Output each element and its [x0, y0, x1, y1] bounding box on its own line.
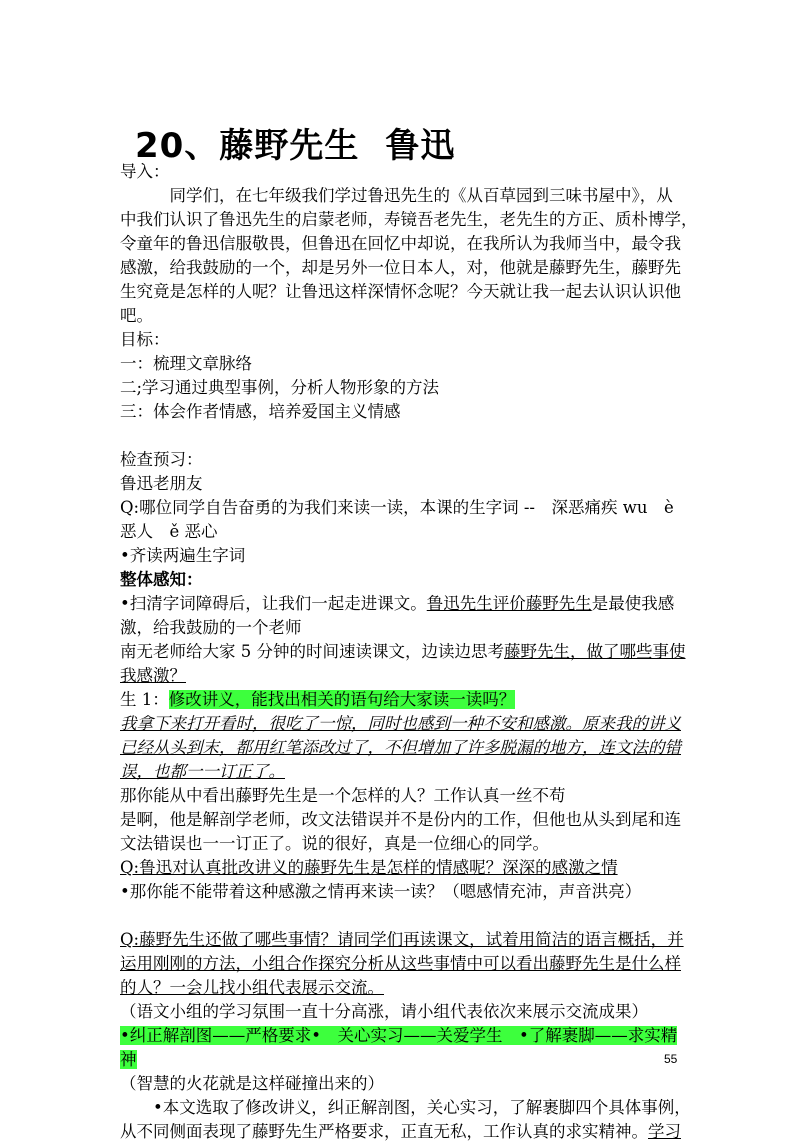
text-line: Q:藤野先生还做了哪些事情？请同学们再读课文，试着用简洁的语言概括，并: [120, 930, 684, 949]
text-line: 检查预习：: [120, 450, 203, 469]
text-line: [120, 592, 674, 616]
text-line: [120, 1120, 681, 1144]
text-line: •那你能不能带着这种感激之情再来读一读？（嗯感情充沛，声音洪亮）: [120, 882, 642, 901]
underlined-text: 鲁迅先生评价藤野先生: [426, 594, 592, 613]
text-line: 运用刚刚的方法，小组合作探究分析从这些事情中可以看出藤野先生是什么样: [120, 954, 681, 973]
text-span: 南无老师给大家 5 分钟的时间速读课文，边读边思考: [120, 642, 504, 661]
text-line: [120, 688, 515, 712]
text-line: 激，给我鼓励的一个老师: [120, 618, 302, 637]
text-line: 令童年的鲁迅信服敬畏，但鲁迅在回忆中却说，在我所认为我师当中，最令我: [120, 234, 681, 253]
text-line: 的人？一会儿找小组代表展示交流。: [120, 978, 384, 997]
text-line: 同学们，在七年级我们学过鲁迅先生的《从百草园到三味书屋中》，从: [120, 186, 673, 205]
text-line: Q:鲁迅对认真批改讲义的藤野先生是怎样的情感呢？深深的感激之情: [120, 858, 618, 877]
text-span: •扫清字词障碍后，让我们一起走进课文。: [120, 594, 427, 613]
page-number: 55: [664, 1052, 678, 1066]
text-line: 那你能从中看出藤野先生是一个怎样的人？工作认真一丝不苟: [120, 786, 566, 805]
text-line: Q:哪位同学自告奋勇的为我们来读一读，本课的生字词 -- 深恶痛疾 wu è: [120, 498, 674, 517]
text-line: 文法错误也一一订正了。说的很好，真是一位细心的同学。: [120, 834, 549, 853]
quote-line: 已经从头到末，都用红笔添改过了，不但增加了许多脱漏的地方，连文法的错: [120, 738, 681, 757]
text-line: •本文选取了修改讲义，纠正解剖图，关心实习，了解裹脚四个具体事例，: [120, 1098, 691, 1117]
text-line: 导入：: [120, 162, 170, 181]
text-line: 一：梳理文章脉络: [120, 354, 252, 373]
underlined-text: 学习: [648, 1122, 681, 1141]
text-line: [120, 1048, 137, 1072]
text-line: 整体感知：: [120, 570, 203, 589]
page-title: [135, 118, 455, 167]
text-line: 二;学习通过典型事例，分析人物形象的方法: [120, 378, 440, 397]
text-line: 感激，给我鼓励的一个，却是另外一位日本人，对，他就是藤野先生，藤野先: [120, 258, 681, 277]
text-line: [120, 640, 686, 664]
quote-line: 误，也都一一订正了。: [120, 762, 285, 781]
text-line: •齐读两遍生字词: [120, 546, 246, 565]
text-span: 生 1：: [120, 690, 169, 709]
text-line: 三：体会作者情感，培养爱国主义情感: [120, 402, 401, 421]
text-line: 吧。: [120, 306, 153, 325]
text-span: 是最使我感: [591, 594, 675, 613]
title-main: 20、藤野先生: [135, 126, 360, 166]
text-line: [120, 1024, 677, 1048]
text-line: 我感激？: [120, 666, 186, 685]
text-line: 鲁迅老朋友: [120, 474, 203, 493]
text-line: 是啊，他是解剖学老师，改文法错误并不是份内的工作，但他也从头到尾和连: [120, 810, 681, 829]
text-line: 中我们认识了鲁迅先生的启蒙老师，寿镜吾老先生，老先生的方正、质朴博学，: [120, 210, 698, 229]
quote-line: 我拿下来打开看时，很吃了一惊，同时也感到一种不安和感激。原来我的讲义: [120, 714, 681, 733]
title-author: 鲁迅: [385, 126, 456, 166]
highlighted-text: 神: [120, 1050, 137, 1069]
text-line: 生究竟是怎样的人呢？让鲁迅这样深情怀念呢？今天就让我一起去认识认识他: [120, 282, 681, 301]
text-line: （语文小组的学习氛围一直十分高涨，请小组代表依次来展示交流成果）: [120, 1002, 648, 1021]
highlighted-text: •纠正解剖图——严格要求• 关心实习——关爱学生 •了解裹脚——求实精: [120, 1026, 678, 1045]
text-line: （智慧的火花就是这样碰撞出来的）: [120, 1074, 384, 1093]
highlighted-text: 修改讲义，能找出相关的语句给大家读一读吗？: [168, 690, 516, 709]
text-span: 从不同侧面表现了藤野先生严格要求，正直无私，工作认真的求实精神。: [120, 1122, 648, 1141]
text-line: 目标：: [120, 330, 170, 349]
underlined-text: 藤野先生，做了哪些事使: [504, 642, 686, 661]
text-line: 恶人 ě 恶心: [120, 522, 218, 541]
